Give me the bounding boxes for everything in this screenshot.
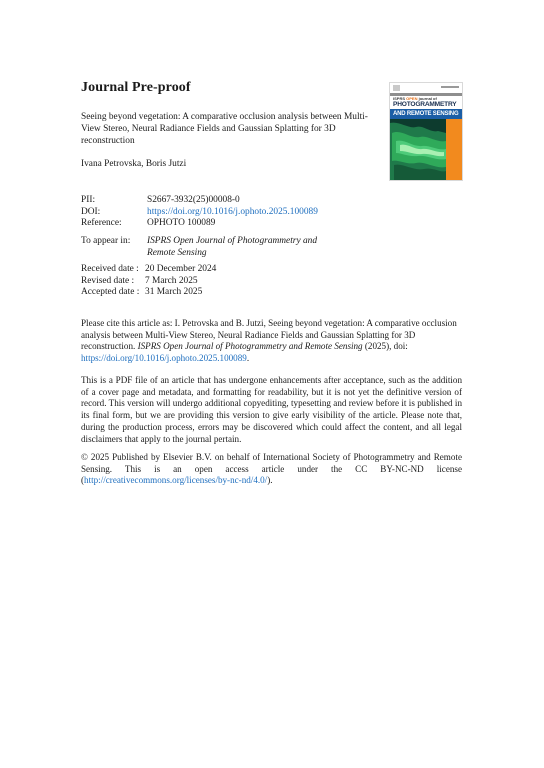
copyright-text: © 2025 Published by Elsevier B.V. on behalf of International Society of Photogrammetry and Remote Sensing. This is an open access article under the CC BY-NC-ND license [81,452,462,474]
doi-row [81,207,381,219]
pii-row [81,195,381,207]
journal-cover-image [389,82,463,181]
elsevier-logo-icon [393,85,400,91]
notice-paragraph: This is a PDF file of an article that has undergone enhancements after acceptance, such as the addition of a cover page and metadata, and formatting for readability, but it is not yet the definitive version of record. This version will undergo additional copyediting, typesetting and review before it is published in its final form, but we are providing this version to give early visibility of the article. Please note that, during the production process, errors may be discovered which could affect the content, and all legal disclaimers that apply to the journal pertain. [81,375,462,444]
received-date: 20 December 2024 [145,264,217,274]
to-appear-in [81,236,381,259]
copyright-paragraph: © 2025 Published by Elsevier B.V. on behalf of International Society of Photogrammetry and Remote Sensing. This is an open access article under the CC BY-NC-ND license (http://creativecommons.org/licenses/by-nc-nd/4.0/). [81,452,462,486]
reference-value: OPHOTO 100089 [147,218,216,229]
cover-orange-panel [446,119,462,181]
received-label: Received date : [81,264,139,274]
revised-date: 7 March 2025 [145,275,198,286]
article-identifiers [81,195,381,230]
article-authors: Ivana Petrovska, Boris Jutzi [81,159,187,169]
citation-doi-link[interactable]: https://doi.org/10.1016/j.ophoto.2025.100089 [81,353,247,364]
accepted-date: 31 March 2025 [145,287,203,298]
citation-text: Please cite this article as: I. Petrovska and B. Jutzi, Seeing beyond vegetation: A comparative occlusion analysis between Multi-View Stereo, Neural Radiance Fields and Gaussian Splatting for 3D reconstruction. [81,318,457,352]
pii-value: S2667-3932(25)00008-0 [147,195,240,205]
cover-header-strip [390,83,462,93]
article-title: Seeing beyond vegetation: A comparative occlusion analysis between Multi-View Stereo, Neural Radiance Fields and Gaussian Splatting for 3D reconstruction [81,112,368,147]
citation-paragraph [81,318,462,365]
reference-row [81,218,381,230]
license-link[interactable]: http://creativecommons.org/licenses/by-nc-nd/4.0/ [84,475,268,486]
pii-label: PII: [81,195,96,205]
doi-label: DOI: [81,206,101,217]
revised-label: Revised date : [81,275,135,286]
appear-label: To appear in: [81,236,131,246]
cover-title-photogrammetry: PHOTOGRAMMETRY [393,101,457,108]
revised-row [81,276,381,288]
page-heading: Journal Pre-proof [81,80,191,95]
accepted-row [81,287,381,299]
article-dates [81,264,381,299]
citation-year: (2025), doi: [362,341,408,352]
reference-label: Reference: [81,218,122,229]
cover-title-remote-sensing: AND REMOTE SENSING [393,110,459,117]
doi-link[interactable]: https://doi.org/10.1016/j.ophoto.2025.100089 [147,206,318,217]
citation-journal: ISPRS Open Journal of Photogrammetry and Remote Sensing [137,341,363,352]
appear-journal: ISPRS Open Journal of Photogrammetry and Remote Sensing [147,236,318,258]
cover-small-text-bar [441,86,459,88]
accepted-label: Accepted date : [81,287,140,298]
received-row [81,264,381,276]
citation-end: . [246,353,250,364]
appear-row [81,236,381,259]
cover-journal-label: ISPRS OPEN journal of [393,96,437,101]
